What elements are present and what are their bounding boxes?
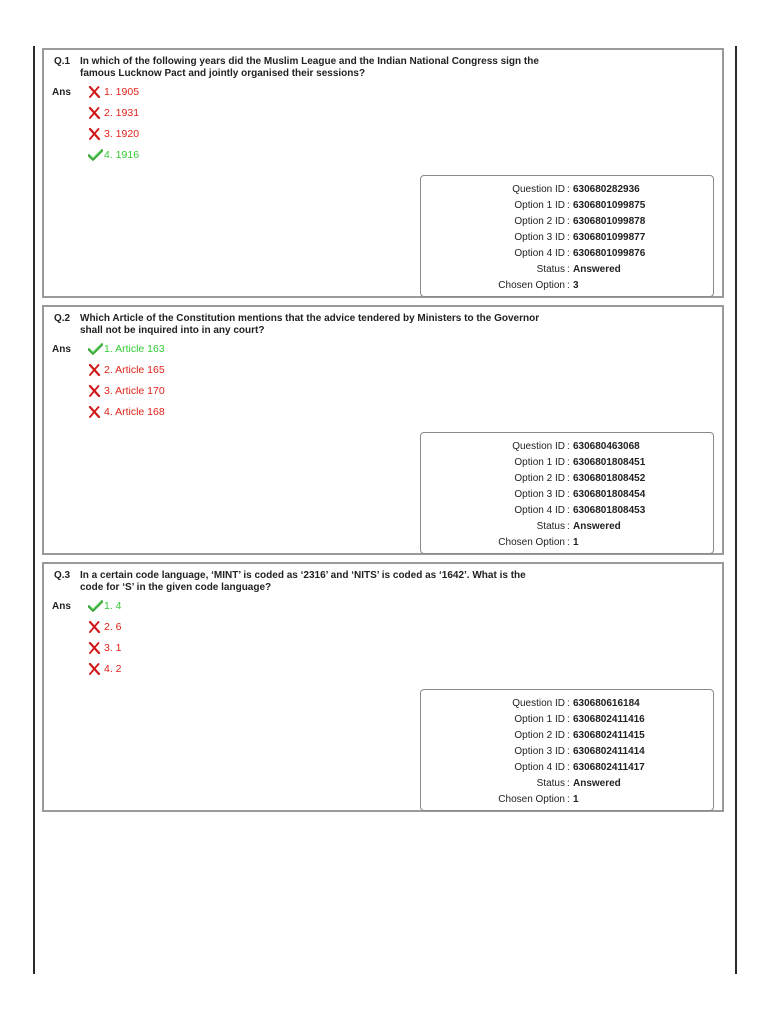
- info-label: Chosen Option: [498, 280, 565, 291]
- info-row: [421, 536, 713, 550]
- page-right-rule: [735, 46, 737, 974]
- info-separator: :: [567, 698, 570, 709]
- info-row: [421, 440, 713, 454]
- info-value: 6306801099878: [573, 216, 646, 227]
- info-separator: :: [567, 184, 570, 195]
- info-label: Option 3 ID: [514, 232, 565, 243]
- check-icon: [88, 149, 102, 161]
- info-separator: :: [567, 457, 570, 468]
- info-row: [421, 183, 713, 197]
- info-value: Answered: [573, 264, 621, 275]
- info-value: 6306802411414: [573, 746, 645, 757]
- option-item: [88, 149, 139, 170]
- option-label: 4. 1916: [104, 149, 140, 161]
- info-separator: :: [567, 778, 570, 789]
- info-row: [421, 793, 713, 807]
- option-item: [88, 86, 139, 107]
- question-text: In which of the following years did the Muslim League and the Indian National Congress sign the famous Lucknow Pact and jointly organised their sessions?: [80, 56, 539, 79]
- info-separator: :: [567, 473, 570, 484]
- info-separator: :: [567, 762, 570, 773]
- info-separator: :: [567, 521, 570, 532]
- question-block: [42, 562, 724, 812]
- option-item: [88, 600, 122, 621]
- info-value: 1: [573, 537, 579, 548]
- question-text: In a certain code language, ‘MINT’ is coded as ‘2316’ and ‘NITS’ is coded as ‘1642’. What is the code for ‘S’ in the given code language?: [80, 570, 526, 593]
- info-value: 1: [573, 794, 579, 805]
- info-separator: :: [567, 794, 570, 805]
- info-value: 6306801808453: [573, 505, 646, 516]
- cross-icon: [88, 86, 102, 98]
- option-label: 2. 6: [104, 621, 122, 633]
- info-label: Option 1 ID: [514, 200, 565, 211]
- info-value: 6306802411417: [573, 762, 645, 773]
- info-row: [421, 247, 713, 261]
- answer-label: Ans: [52, 87, 71, 98]
- info-label: Option 4 ID: [514, 248, 565, 259]
- info-value: 6306801099876: [573, 248, 646, 259]
- info-row: [421, 729, 713, 743]
- info-value: 6306801099875: [573, 200, 646, 211]
- info-label: Chosen Option: [498, 537, 565, 548]
- cross-icon: [88, 406, 102, 418]
- question-info-panel: [420, 175, 714, 297]
- option-label: 2. 1931: [104, 107, 140, 119]
- info-label: Option 2 ID: [514, 473, 565, 484]
- question-number: Q.2: [54, 313, 71, 324]
- option-label: 1. Article 163: [104, 343, 165, 355]
- info-row: [421, 231, 713, 245]
- info-row: [421, 199, 713, 213]
- info-row: [421, 263, 713, 277]
- option-item: [88, 343, 165, 364]
- info-separator: :: [567, 200, 570, 211]
- info-separator: :: [567, 264, 570, 275]
- info-separator: :: [567, 714, 570, 725]
- question-info-panel: [420, 432, 714, 554]
- info-row: [421, 745, 713, 759]
- option-item: [88, 621, 122, 642]
- option-item: [88, 107, 139, 128]
- info-label: Option 3 ID: [514, 489, 565, 500]
- option-label: 1. 1905: [104, 86, 140, 98]
- option-label: 2. Article 165: [104, 364, 165, 376]
- info-row: [421, 761, 713, 775]
- option-item: [88, 663, 122, 684]
- info-row: [421, 279, 713, 293]
- info-value: 630680616184: [573, 698, 640, 709]
- info-label: Option 2 ID: [514, 216, 565, 227]
- info-label: Option 1 ID: [514, 457, 565, 468]
- option-list: [88, 600, 122, 684]
- info-label: Option 3 ID: [514, 746, 565, 757]
- info-value: 6306801099877: [573, 232, 646, 243]
- info-value: 6306801808451: [573, 457, 646, 468]
- cross-icon: [88, 364, 102, 376]
- info-separator: :: [567, 489, 570, 500]
- info-label: Option 2 ID: [514, 730, 565, 741]
- info-label: Status: [536, 778, 565, 789]
- info-row: [421, 777, 713, 791]
- answer-label: Ans: [52, 344, 71, 355]
- question-number: Q.1: [54, 56, 71, 67]
- cross-icon: [88, 128, 102, 140]
- info-value: 6306801808452: [573, 473, 646, 484]
- info-label: Status: [536, 264, 565, 275]
- page-left-rule: [33, 46, 35, 974]
- info-value: 3: [573, 280, 579, 291]
- option-item: [88, 128, 139, 149]
- info-value: 630680282936: [573, 184, 640, 195]
- info-row: [421, 697, 713, 711]
- info-label: Question ID: [512, 698, 565, 709]
- info-separator: :: [567, 248, 570, 259]
- info-value: 6306802411415: [573, 730, 645, 741]
- info-label: Question ID: [512, 441, 565, 452]
- info-row: [421, 215, 713, 229]
- info-row: [421, 488, 713, 502]
- info-label: Option 4 ID: [514, 505, 565, 516]
- option-item: [88, 642, 122, 663]
- check-icon: [88, 343, 102, 355]
- cross-icon: [88, 663, 102, 675]
- check-icon: [88, 600, 102, 612]
- option-item: [88, 406, 165, 427]
- info-value: 6306802411416: [573, 714, 645, 725]
- question-text: Which Article of the Constitution mentions that the advice tendered by Ministers to the Governor shall not be inquired into in any court?: [80, 313, 540, 336]
- info-separator: :: [567, 280, 570, 291]
- option-label: 4. Article 168: [104, 406, 165, 418]
- info-separator: :: [567, 537, 570, 548]
- answer-label: Ans: [52, 601, 71, 612]
- info-label: Option 1 ID: [514, 714, 565, 725]
- info-row: [421, 520, 713, 534]
- info-separator: :: [567, 232, 570, 243]
- cross-icon: [88, 385, 102, 397]
- info-label: Question ID: [512, 184, 565, 195]
- info-separator: :: [567, 505, 570, 516]
- info-separator: :: [567, 746, 570, 757]
- info-value: Answered: [573, 521, 621, 532]
- info-label: Status: [536, 521, 565, 532]
- cross-icon: [88, 107, 102, 119]
- question-info-panel: [420, 689, 714, 811]
- info-value: 630680463068: [573, 441, 640, 452]
- option-list: [88, 343, 165, 427]
- info-row: [421, 713, 713, 727]
- option-item: [88, 385, 165, 406]
- question-block: [42, 48, 724, 298]
- option-label: 3. 1: [104, 642, 122, 654]
- info-row: [421, 504, 713, 518]
- info-row: [421, 472, 713, 486]
- info-separator: :: [567, 441, 570, 452]
- option-label: 1. 4: [104, 600, 122, 612]
- question-block: [42, 305, 724, 555]
- option-label: 3. 1920: [104, 128, 140, 140]
- option-list: [88, 86, 139, 170]
- question-number: Q.3: [54, 570, 71, 581]
- info-row: [421, 456, 713, 470]
- cross-icon: [88, 642, 102, 654]
- info-label: Option 4 ID: [514, 762, 565, 773]
- info-label: Chosen Option: [498, 794, 565, 805]
- option-item: [88, 364, 165, 385]
- info-value: Answered: [573, 778, 621, 789]
- cross-icon: [88, 621, 102, 633]
- info-value: 6306801808454: [573, 489, 646, 500]
- option-label: 3. Article 170: [104, 385, 165, 397]
- option-label: 4. 2: [104, 663, 122, 675]
- info-separator: :: [567, 730, 570, 741]
- info-separator: :: [567, 216, 570, 227]
